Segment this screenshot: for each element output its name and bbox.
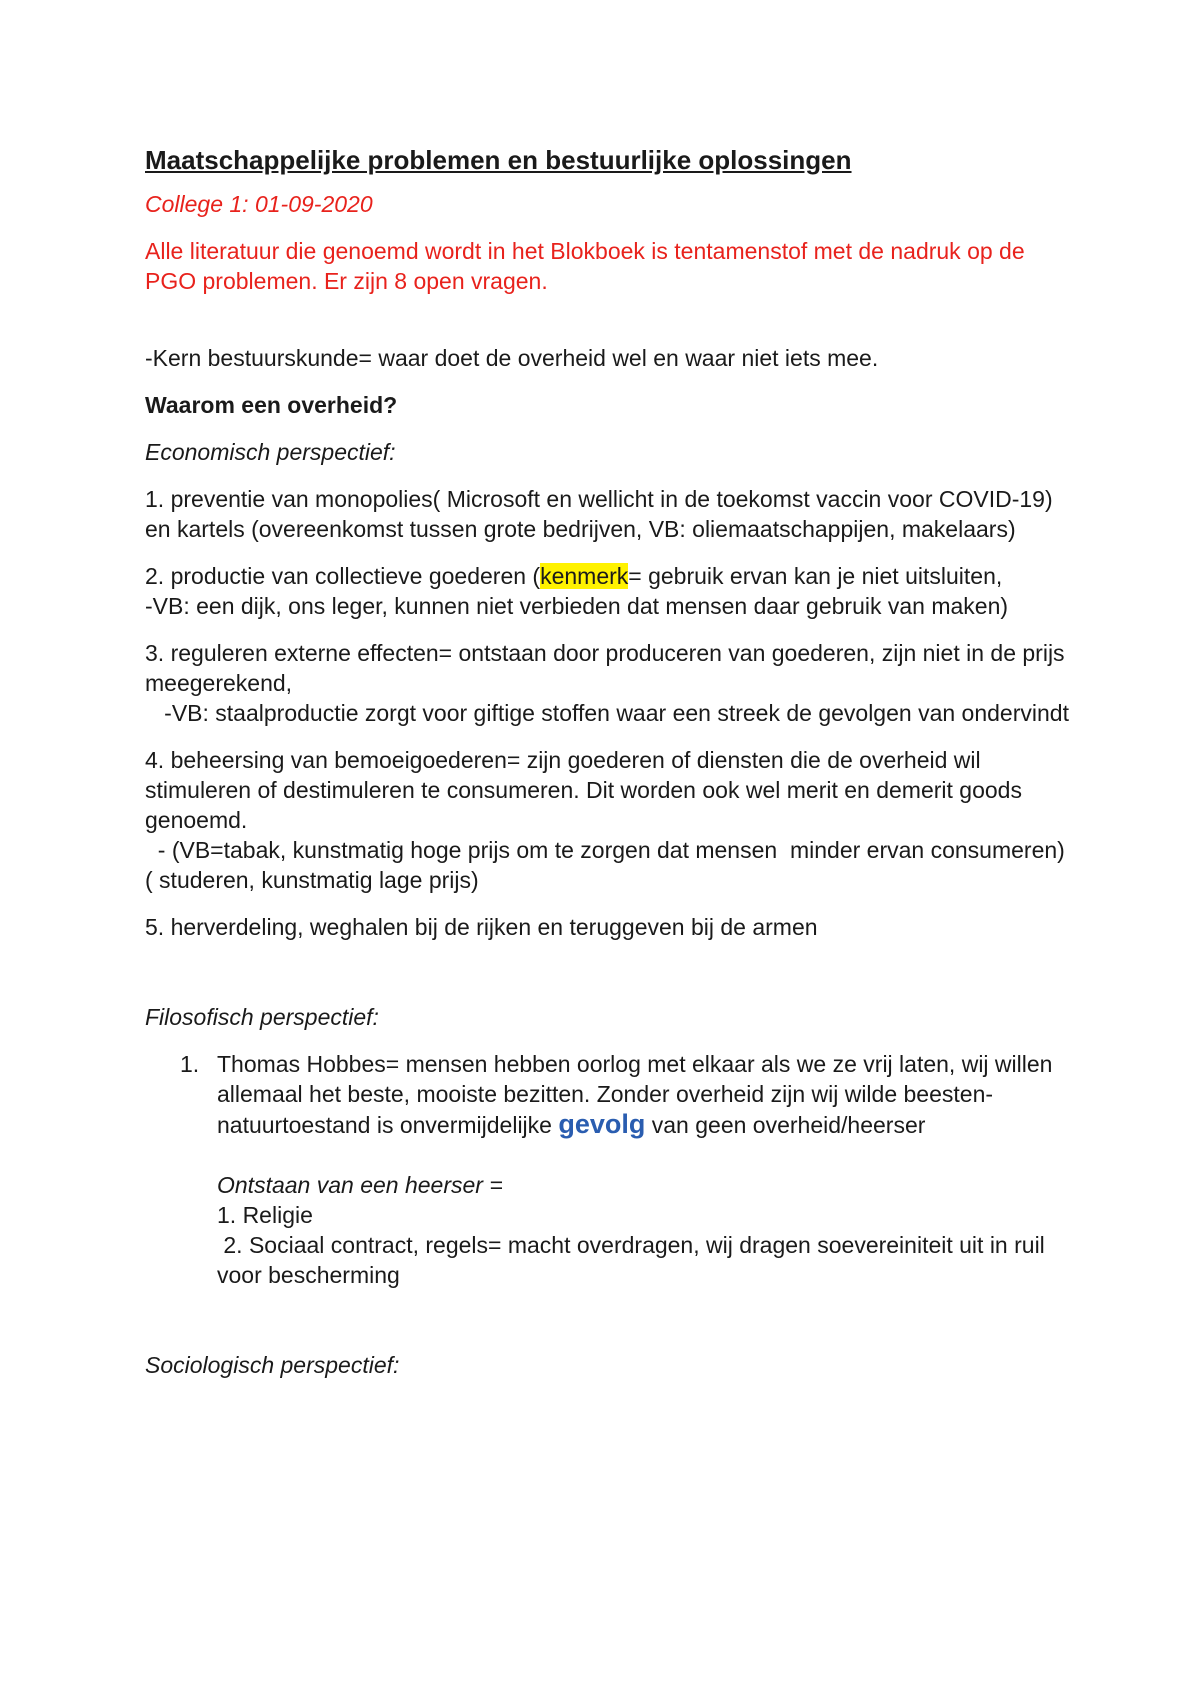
eco-item-1: 1. preventie van monopolies( Microsoft en wellicht in de toekomst vaccin voor COVID-19) en kartels (overeenkomst tussen grote bedrijven, VB: oliemaatschappijen, makelaars) — [145, 486, 1053, 542]
eco-item-3-vb: -VB: staalproductie zorgt voor giftige stoffen waar een streek de gevolgen van ondervindt — [145, 700, 1069, 726]
heading-filosofisch: Filosofisch perspectief: — [145, 1004, 379, 1030]
eco-item-4-vb: - (VB=tabak, kunstmatig hoge prijs om te zorgen dat mensen minder ervan consumeren) ( studeren, kunstmatig lage prijs) — [145, 837, 1072, 893]
eco-item-2-line2: -VB: een dijk, ons leger, kunnen niet verbieden dat mensen daar gebruik van maken) — [145, 593, 1009, 619]
eco-item-4 — [145, 745, 1075, 895]
heading-sociologisch: Sociologisch perspectief: — [145, 1352, 400, 1378]
filo-list-number: 1. — [180, 1051, 200, 1077]
eco-item-4-text: 4. beheersing van bemoeigoederen= zijn goederen of diensten die de overheid wil stimuleren of destimuleren te consumeren. Dit worden ook wel merit en demerit goods genoemd. — [145, 747, 1022, 833]
ontstaan-heerser: Ontstaan van een heerser = — [217, 1172, 503, 1198]
hobbes-text — [217, 1049, 1075, 1140]
kern-definition: -Kern bestuurskunde= waar doet de overheid wel en waar niet iets mee. — [145, 345, 879, 371]
heading-waarom: Waarom een overheid? — [145, 392, 398, 418]
highlight-kenmerk: kenmerk — [540, 563, 629, 589]
college-date: College 1: 01-09-2020 — [145, 191, 373, 217]
heerser-sociaal-contract: 2. Sociaal contract, regels= macht overdragen, wij dragen soevereiniteit uit in ruil voor bescherming — [217, 1232, 1052, 1288]
eco-item-3-text: 3. reguleren externe effecten= ontstaan door produceren van goederen, zijn niet in de prijs meegerekend, — [145, 640, 1065, 696]
document-page — [145, 143, 1075, 1380]
eco-item-2 — [145, 561, 1075, 621]
hobbes-pre: Thomas Hobbes= mensen hebben oorlog met elkaar als we ze vrij laten, wij willen allemaal het beste, mooiste bezitten. Zonder overheid zijn wij wilde beesten- natuurtoestand is onvermijdelijke — [217, 1051, 1053, 1138]
filo-list-item-1 — [145, 1049, 1075, 1290]
eco-item-3 — [145, 638, 1075, 728]
heading-economisch: Economisch perspectief: — [145, 439, 396, 465]
document-title: Maatschappelijke problemen en bestuurlijke oplossingen — [145, 145, 852, 175]
hobbes-post: van geen overheid/heerser — [645, 1112, 926, 1138]
eco-item-5: 5. herverdeling, weghalen bij de rijken en teruggeven bij de armen — [145, 914, 818, 940]
eco-item-2-pre: 2. productie van collectieve goederen ( — [145, 563, 541, 589]
literature-note: Alle literatuur die genoemd wordt in het Blokboek is tentamenstof met de nadruk op de PGO problemen. Er zijn 8 open vragen. — [145, 238, 1025, 294]
hobbes-gevolg: gevolg — [558, 1109, 646, 1139]
heerser-religie: 1. Religie — [217, 1202, 313, 1228]
eco-item-2-post: = gebruik ervan kan je niet uitsluiten, — [628, 563, 1003, 589]
